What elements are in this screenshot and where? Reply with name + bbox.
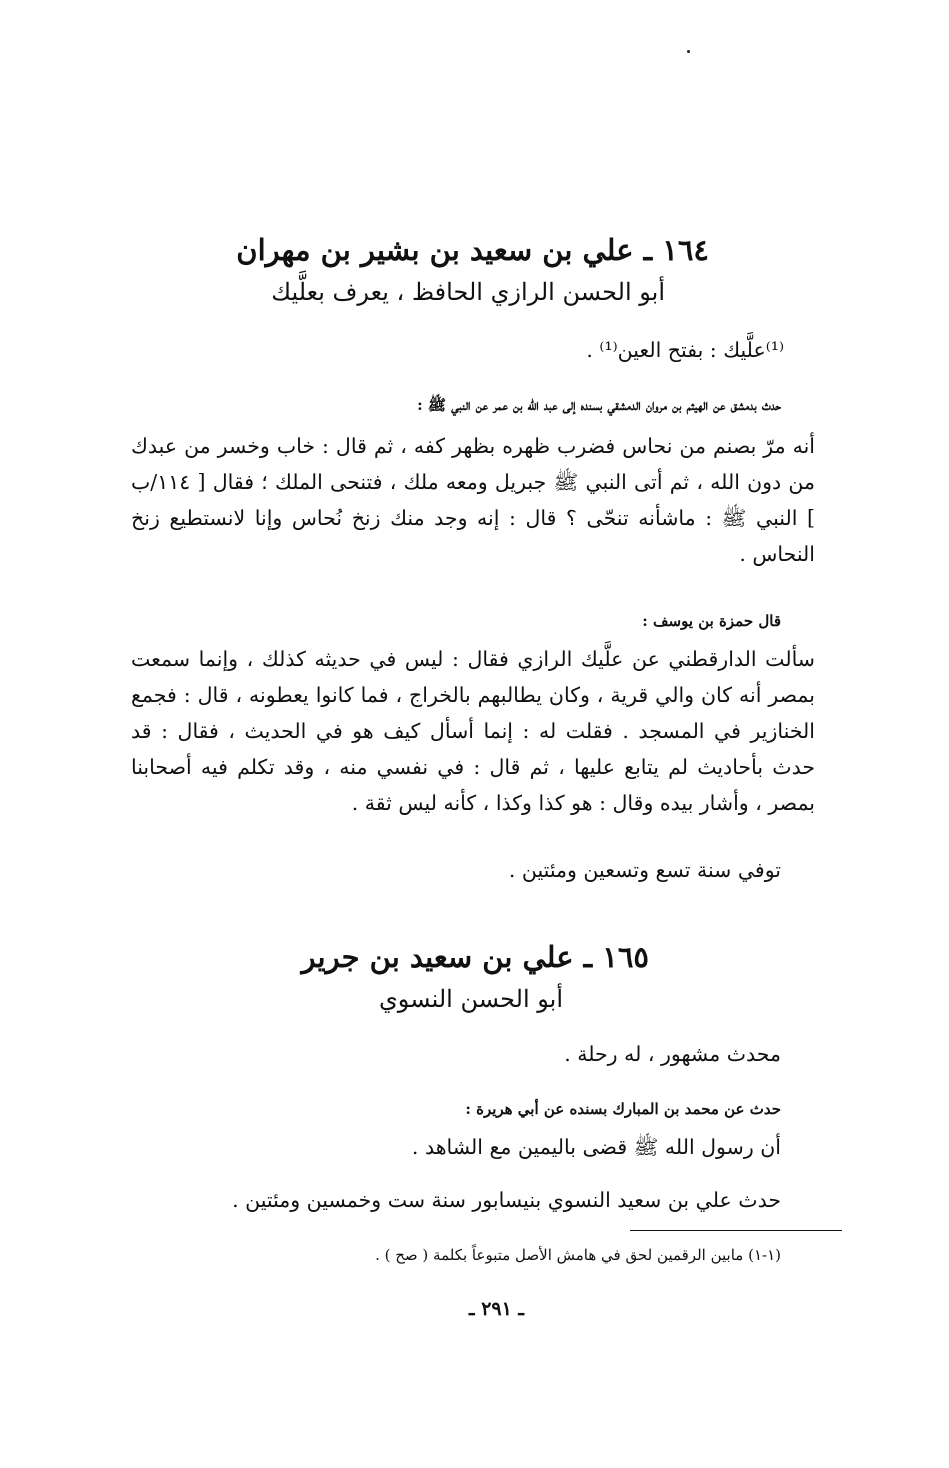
footnote: (١-١) مابين الرقمين لحق في هامش الأصل متبوعاً بكلمة ( صح ) . [375,1246,781,1264]
entry-165-subheading: أبو الحسن النسوي [379,985,563,1013]
entry-165-description: محدث مشهور ، له رحلة . [564,1042,781,1066]
entry-165-isnad: حدث عن محمد بن المبارك بسنده عن أبي هريرة : [465,1100,781,1118]
entry-165-hadith: أن رسول الله ﷺ قضى باليمين مع الشاهد . [411,1135,781,1159]
entry-164-hamza-intro: قال حمزة بن يوسف : [642,612,781,630]
entry-164-isnad: حدث بدمشق عن الهيثم بن مروان الدمشقي بسنده إلى عبد الله بن عمر عن النبي ﷺ : [417,396,781,414]
entry-164-hamza-text: سألت الدارقطني عن علَّيك الرازي فقال : ليس في حديثه كذلك ، وإنما سمعت بمصر أنه كان والي قرية ، وكان يطالبهم بالخراج ، فما كانوا يعطونه ، قال : فجمع الخنازير في المسجد . فقلت له : إنما أسأل كيف هو في الحديث ، فقال : قد حدث بأحاديث لم يتابع عليها ، ثم قال : في نفسي منه ، وقد تكلم فيه أصحابنا بمصر ، وأشار بيده وقال : هو كذا وكذا ، كأنه ليس ثقة . [131,647,815,815]
entry-165-note: حدث علي بن سعيد النسوي بنيسابور سنة ست وخمسين ومئتين . [232,1188,781,1212]
entry-165-heading: ١٦٥ ـ علي بن سعيد بن جرير [301,940,649,974]
entry-164-pronunciation: ⁽¹⁾علَّيك : بفتح العين⁽¹⁾ . [586,338,784,362]
entry-164-hadith: أنه مرّ بصنم من نحاس فضرب ظهره بظهر كفه ، ثم قال : خاب وخسر من عبدك من دون الله ، ثم أتى النبي ﷺ جبريل ومعه ملك ، فتنحى الملك ؛ فقال [ ١١٤/ب ] النبي ﷺ : ماشأنه تنحّى ؟ قال : إنه وجد منك زنخ نُحاس وإنا لانستطيع زنخ النحاس . [131,434,815,566]
entry-164-heading: ١٦٤ ـ علي بن سعيد بن بشير بن مهران [236,233,709,267]
footnote-separator [630,1230,842,1231]
entry-164-subheading: أبو الحسن الرازي الحافظ ، يعرف بعلَّيك [271,278,665,306]
page-number: ـ ٢٩١ ـ [469,1298,524,1320]
page-speck [687,50,690,53]
entry-164-death: توفي سنة تسع وتسعين ومئتين . [508,858,781,882]
